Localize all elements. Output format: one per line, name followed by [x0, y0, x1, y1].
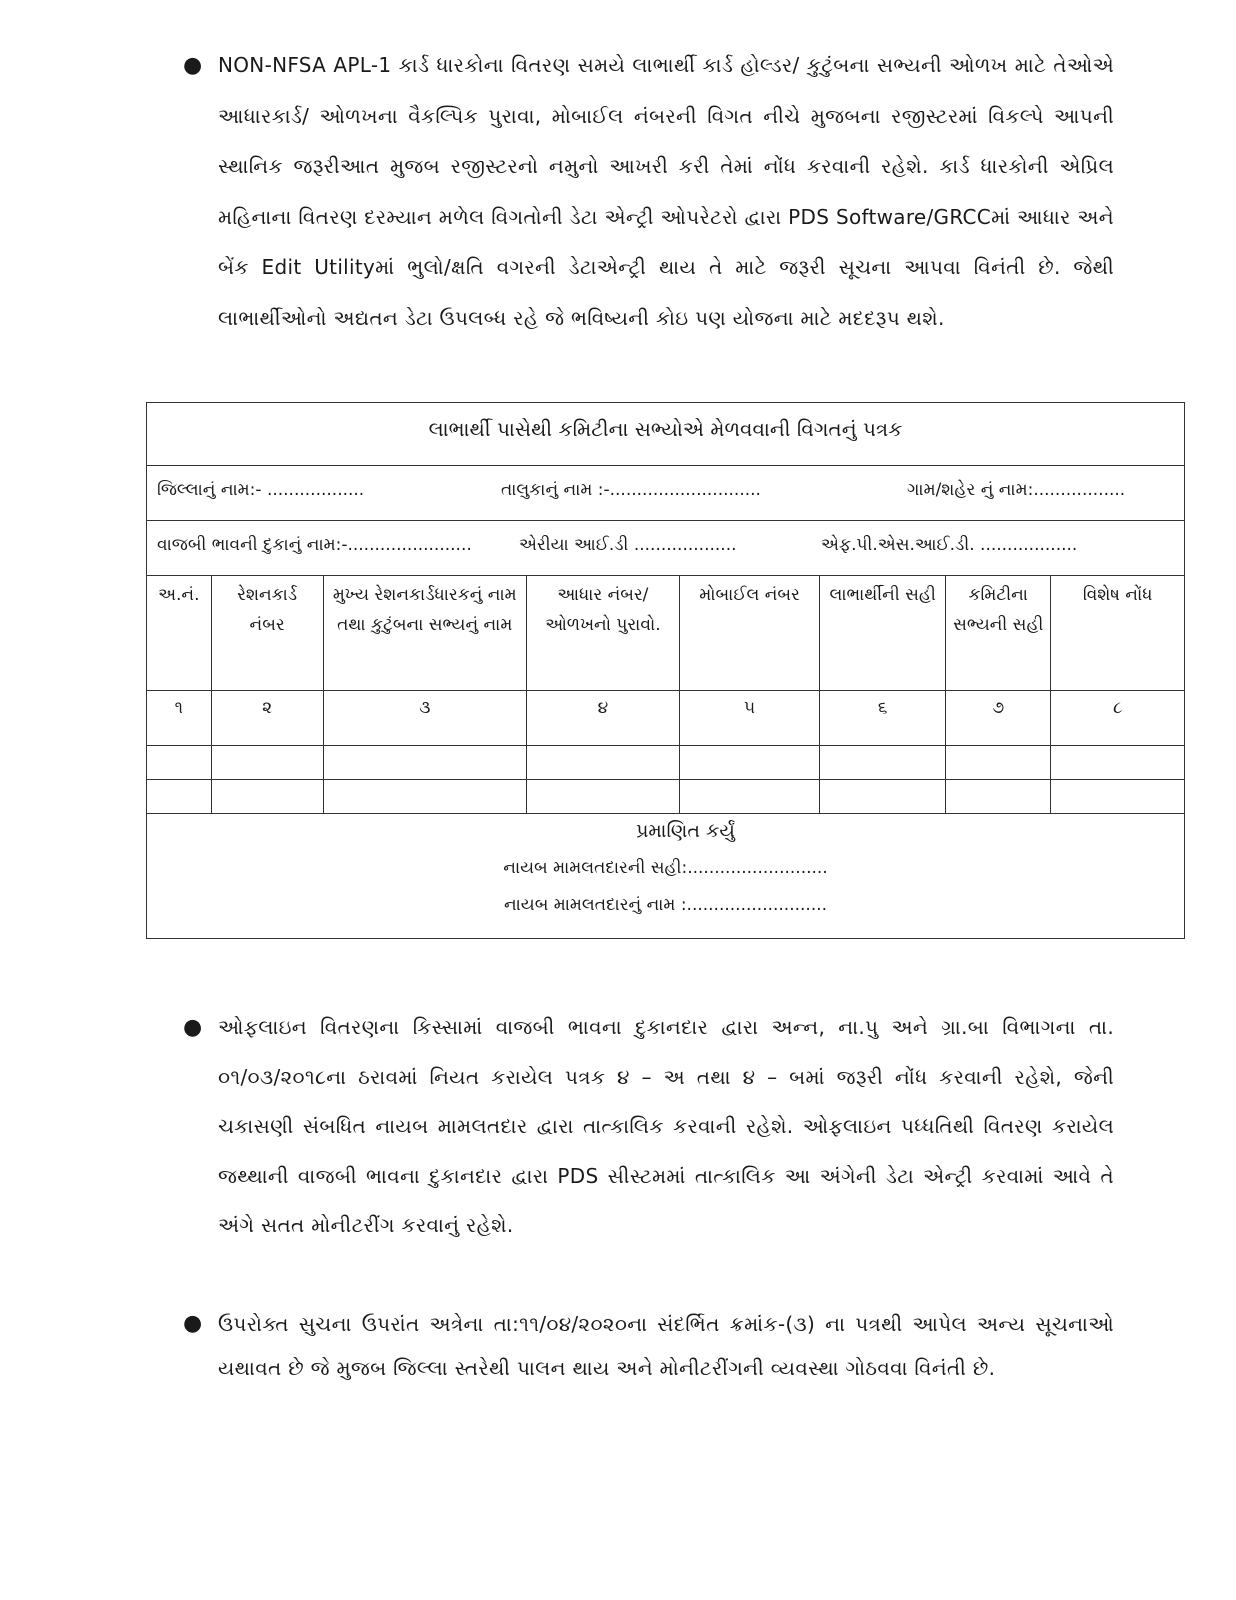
- table-cell: [211, 746, 323, 780]
- taluka-name-field: તાલુકાનું નામ :-............................: [501, 480, 761, 500]
- column-header: આધાર નંબર/ઓળખનો પુરાવો.: [526, 576, 679, 691]
- column-header: અ.નં.: [147, 576, 211, 691]
- column-number: ૮: [1051, 691, 1184, 746]
- bullet-paragraph-2: [170, 1003, 1114, 1251]
- column-header: મુખ્ય રેશનકાર્ડધારકનું નામ તથા કુટુંબના સભ્યનું નામ: [323, 576, 526, 691]
- table-cell: [323, 780, 526, 814]
- bullet-icon: ●: [183, 1311, 203, 1336]
- table-cell: [946, 780, 1051, 814]
- table-row: [147, 746, 1184, 780]
- column-number: ૨: [211, 691, 323, 746]
- bullet-icon: ●: [183, 1015, 203, 1040]
- bullet-icon: ●: [183, 53, 203, 78]
- beneficiary-details-form: [146, 402, 1185, 939]
- form-title: લાભાર્થી પાસેથી કમિટીના સભ્યોએ મેળવવાની વિગતનું પત્રક: [147, 403, 1184, 466]
- table-cell: [1051, 780, 1184, 814]
- village-name-field: ગામ/શહેર નું નામ:.................: [907, 480, 1126, 500]
- form-info-row: [147, 521, 1184, 576]
- table-header-row: [147, 576, 1184, 691]
- deputy-signature-field: નાયબ મામલતદારની સહી:..........................: [503, 858, 828, 878]
- table-cell: [211, 780, 323, 814]
- table-cell: [526, 780, 679, 814]
- column-number: ૩: [323, 691, 526, 746]
- column-number: ૬: [820, 691, 946, 746]
- table-cell: [526, 746, 679, 780]
- column-header: રેશનકાર્ડ નંબર: [211, 576, 323, 691]
- column-number-row: [147, 691, 1184, 746]
- paragraph-text: ઉપરોક્ત સુચના ઉપરાંત અત્રેના તા:૧૧/૦૪/૨૦૨૦ના સંદર્ભિત ક્રમાંક-(૩) ના પત્રથી આપેલ અન્ય સૂચનાઓ યથાવત છે જે મુજબ જિલ્લા સ્તરેથી પાલન થાય અને મોનીટરીંગની વ્યવસ્થા ગોઠવવા વિનંતી છે.: [218, 1312, 1114, 1380]
- table-cell: [323, 746, 526, 780]
- bullet-paragraph-3: [170, 1302, 1114, 1390]
- table-row: [147, 780, 1184, 814]
- register-table: [147, 576, 1184, 814]
- column-number: ૪: [526, 691, 679, 746]
- paragraph-text: NON-NFSA APL-1 કાર્ડ ધારકોના વિતરણ સમયે લાભાર્થી કાર્ડ હોલ્ડર/ કુટુંબના સભ્યની ઓળખ માટે તેઓએ આધારકાર્ડ/ ઓળખના વૈકલ્પિક પુરાવા, મોબાઈલ નંબરની વિગત નીચે મુજબના રજીસ્ટરમાં વિકલ્પે આપની સ્થાનિક જરૂરીઆત મુજબ રજીસ્ટરનો નમુનો આખરી કરી તેમાં નોંધ કરવાની રહેશે. કાર્ડ ધારકોની એપ્રિલ મહિનાના વિતરણ દરમ્યાન મળેલ વિગતોની ડેટા એન્ટ્રી ઓપરેટરો દ્વારા PDS Software/GRCCમાં આધાર અને બેંક Edit Utilityમાં ભુલો/ક્ષતિ વગરની ડેટાએન્ટ્રી થાય તે માટે જરૂરી સૂચના આપવા વિનંતી છે. જેથી લાભાર્થીઓનો અદ્યતન ડેટા ઉપલબ્ધ રહે જે ભવિષ્યની કોઇ પણ યોજના માટે મદદરૂપ થશે.: [218, 53, 1114, 330]
- shop-name-field: વાજબી ભાવની દુકાનું નામ:-.......................: [157, 535, 472, 555]
- column-header: કમિટીના સભ્યની સહી: [946, 576, 1051, 691]
- table-cell: [946, 746, 1051, 780]
- certified-label: પ્રમાણિત કર્યું: [636, 820, 735, 842]
- column-header: મોબાઈલ નંબર: [679, 576, 819, 691]
- district-name-field: જિલ્લાનું નામ:- ..................: [157, 480, 365, 500]
- form-info-row: [147, 466, 1184, 521]
- table-cell: [820, 780, 946, 814]
- table-cell: [679, 780, 819, 814]
- paragraph-text: ઓફલાઇન વિતરણના કિસ્સામાં વાજબી ભાવના દુકાનદાર દ્વારા અન્ન, ના.પુ અને ગ્રા.બા વિભાગના તા. ૦૧/૦૩/૨૦૧૮ના ઠરાવમાં નિયત કરાયેલ પત્રક ૪ – અ તથા ૪ – બમાં જરૂરી નોંધ કરવાની રહેશે, જેની ચકાસણી સંબધિત નાયબ મામલતદાર દ્વારા તાત્કાલિક કરવાની રહેશે. ઓફલાઇન પધ્ધતિથી વિતરણ કરાયેલ જથ્થાની વાજબી ભાવના દુકાનદાર દ્વારા PDS સીસ્ટમમાં તાત્કાલિક આ અંગેની ડેટા એન્ટ્રી કરવામાં આવે તે અંગે સતત મોનીટરીંગ કરવાનું રહેશે.: [218, 1015, 1114, 1237]
- fps-id-field: એફ.પી.એસ.આઈ.ડી. ..................: [821, 535, 1078, 555]
- certification-section: [147, 813, 1184, 924]
- column-number: ૭: [946, 691, 1051, 746]
- column-header: લાભાર્થીની સહી: [820, 576, 946, 691]
- column-number: ૧: [147, 691, 211, 746]
- table-cell: [820, 746, 946, 780]
- area-id-field: એરીયા આઈ.ડી ...................: [519, 535, 737, 555]
- bullet-paragraph-1: [170, 40, 1114, 343]
- column-header: વિશેષ નોંધ: [1051, 576, 1184, 691]
- deputy-name-field: નાયબ મામલતદારનું નામ :..........................: [503, 895, 828, 915]
- column-number: ૫: [679, 691, 819, 746]
- table-cell: [679, 746, 819, 780]
- table-cell: [147, 746, 211, 780]
- table-cell: [147, 780, 211, 814]
- table-cell: [1051, 746, 1184, 780]
